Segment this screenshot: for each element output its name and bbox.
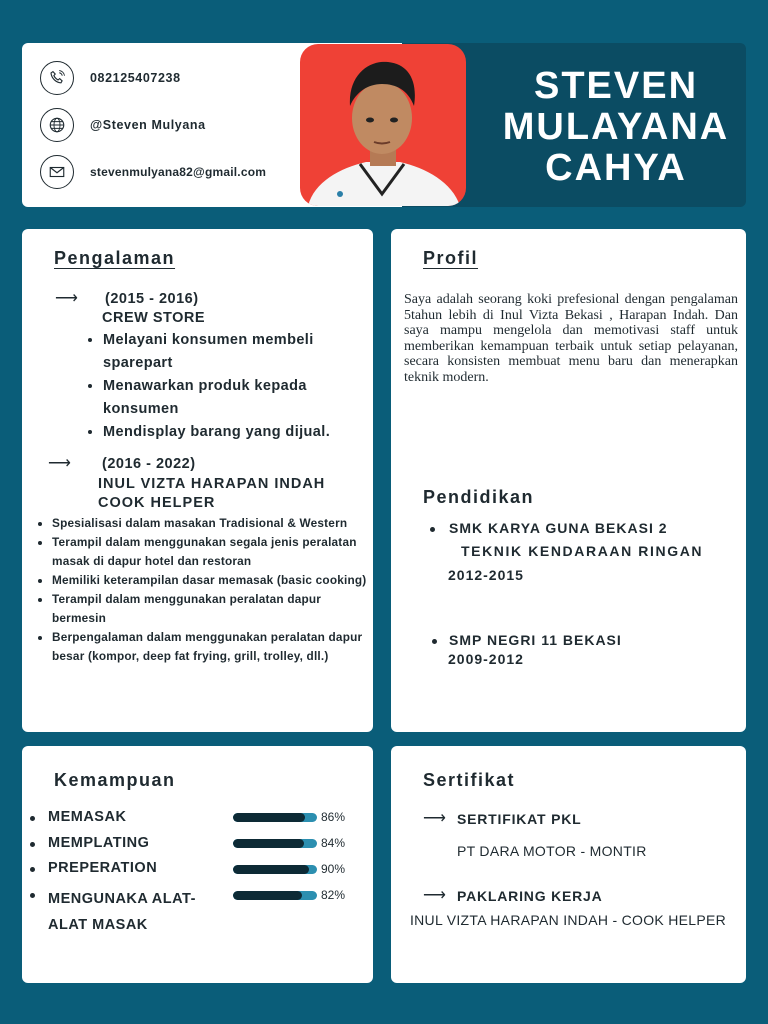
experience-title: Pengalaman (54, 248, 176, 268)
skill-bar (233, 839, 317, 848)
skill-bar-fill (233, 839, 304, 848)
list-item: • Terampil dalam menggunakan peralatan dapur bermesin (52, 590, 368, 628)
bullet (430, 527, 435, 532)
arrow-right-icon: ⟶ (423, 887, 446, 904)
job2-period: (2016 - 2022) (102, 456, 196, 472)
certificate-1: SERTIFIKAT PKL (457, 811, 582, 827)
skill-percent: 90% (321, 862, 346, 876)
bullet (30, 842, 35, 847)
skill-label: MENGUNAKA ALAT-ALAT MASAK (48, 891, 196, 933)
list-item: • Spesialisasi dalam masakan Tradisional & Western (52, 514, 368, 533)
skill-bar (233, 891, 317, 900)
certificates-title: Sertifikat (423, 770, 516, 790)
skills-title: Kemampuan (54, 770, 176, 790)
bullet (30, 867, 35, 872)
education-years-1: 2012-2015 (448, 567, 524, 583)
bullet (30, 893, 35, 898)
contact-email-row (40, 155, 266, 189)
list-item: • Terampil dalam menggunakan segala jenis peralatan masak di dapur hotel dan restoran (52, 533, 368, 571)
list-item: • Memiliki keterampilan dasar memasak (basic cooking) (52, 571, 368, 590)
bullet (432, 639, 437, 644)
job2-task-list (52, 514, 368, 666)
list-item: • Menawarkan produk kepada konsumen (103, 375, 363, 421)
globe-icon (40, 108, 74, 142)
contact-phone-row (40, 61, 181, 95)
social-handle: @Steven Mulyana (90, 118, 206, 132)
certificate-1-issuer: PT DARA MOTOR - MONTIR (457, 843, 647, 859)
skill-bar-fill (233, 865, 309, 874)
mail-icon (40, 155, 74, 189)
arrow-right-icon: ⟶ (48, 455, 71, 472)
skill-percent: 84% (321, 836, 346, 850)
education-major-1: TEKNIK KENDARAAN RINGAN (461, 543, 704, 559)
phone-icon (40, 61, 74, 95)
skill-bar (233, 813, 317, 822)
profile-title: Profil (423, 248, 479, 268)
job1-company: CREW STORE (102, 310, 206, 326)
education-years-2: 2009-2012 (448, 651, 524, 667)
skill-bar-fill (233, 891, 302, 900)
list-item: • Mendisplay barang yang dijual. (103, 421, 363, 444)
skill-bar-fill (233, 813, 305, 822)
certificate-2: PAKLARING KERJA (457, 888, 603, 904)
full-name (468, 66, 764, 189)
list-item: • Melayani konsumen membeli sparepart (103, 329, 363, 375)
bullet (30, 816, 35, 821)
list-item: • Berpengalaman dalam menggunakan peralatan dapur besar (kompor, deep fat frying, grill, trolley, dll.) (52, 628, 368, 666)
education-title: Pendidikan (423, 487, 535, 507)
skill-label: MEMPLATING (48, 835, 150, 851)
job1-task-list (103, 329, 363, 444)
phone-number: 082125407238 (90, 71, 181, 85)
contact-social-row (40, 108, 206, 142)
skill-percent: 86% (321, 810, 346, 824)
job2-role: COOK HELPER (98, 495, 216, 511)
skill-percent: 82% (321, 888, 346, 902)
arrow-right-icon: ⟶ (423, 810, 446, 827)
profile-description: Saya adalah seorang koki prefesional dengan pengalaman 5tahun lebih di Inul Vizta Bekasi , Harapan Indah. Dan saya mampu mengelola dan memotivasi staff untuk memberikan kemampuan terbaik untuk setiap pelayanan, secara konsisten membuat menu baru dan menerapkan teknik modern. (404, 292, 738, 385)
education-school-1: SMK KARYA GUNA BEKASI 2 (449, 520, 668, 536)
name-line-1: STEVEN (533, 65, 699, 107)
certificate-2-issuer: INUL VIZTA HARAPAN INDAH - COOK HELPER (409, 912, 727, 928)
education-school-2: SMP NEGRI 11 BEKASI (449, 632, 622, 648)
job1-period: (2015 - 2016) (105, 291, 199, 307)
name-line-3: CAHYA (545, 147, 687, 189)
job2-company: INUL VIZTA HARAPAN INDAH (98, 476, 326, 492)
skill-bar (233, 865, 317, 874)
email-address: stevenmulyana82@gmail.com (90, 165, 267, 179)
profile-photo (300, 44, 466, 206)
name-line-2: MULAYANA (502, 106, 730, 148)
arrow-right-icon: ⟶ (55, 290, 78, 307)
skill-label: PREPERATION (48, 860, 158, 876)
skill-label: MEMASAK (48, 809, 127, 825)
